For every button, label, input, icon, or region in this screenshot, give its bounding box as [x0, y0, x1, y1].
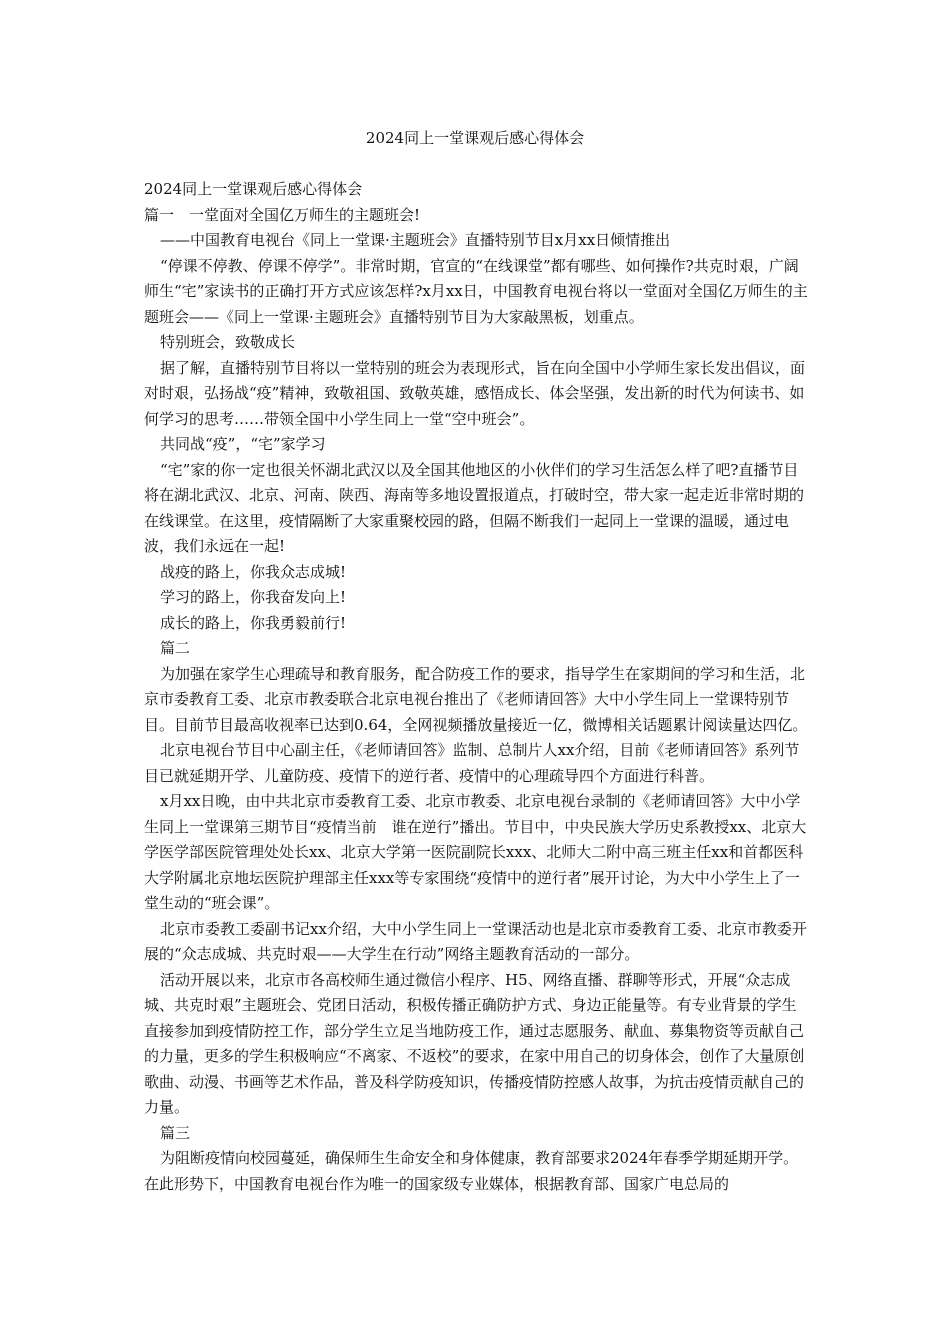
paragraph: x月xx日晚，由中共北京市委教育工委、北京市教委、北京电视台录制的《老师请回答》大中小学生同上一堂课第三期节目“疫情当前 谁在逆行”播出。节目中，中央民族大学历史系教授xx、北京大学医学部医院管理处处长xx、北京大学第一医院副院长xxx、北师大二附中高三班主任xx和首都医科大学附属北京地坛医院护理部主任xxx等专家围绕“疫情中的逆行者”展开讨论，为大中小学生上了一堂生动的“班会课”。: [144, 792, 807, 912]
paragraph: 活动开展以来，北京市各高校师生通过微信小程序、H5、网络直播、群聊等形式，开展“众志成城、共克时艰”主题班会、党团日活动，积极传播正确防护方式、身边正能量等。有专业背景的学生直接参加到疫情防控工作，部分学生立足当地防疫工作，通过志愿服务、献血、募集物资等贡献自己的力量，更多的学生积极响应“不离家、不返校”的要求，在家中用自己的切身体会，创作了大量原创歌曲、动漫、书画等艺术作品，普及科学防疫知识，传播疫情防控感人故事，为抗击疫情贡献自己的力量。: [144, 970, 805, 1116]
paragraph: 2024同上一堂课观后感心得体会: [144, 180, 363, 198]
paragraph: ——中国教育电视台《同上一堂课·主题班会》直播特别节目x月xx日倾情推出: [160, 231, 671, 249]
paragraph: 共同战“疫”，“宅”家学习: [160, 435, 326, 453]
paragraph: 篇三: [160, 1123, 191, 1142]
paragraph: 据了解，直播特别节目将以一堂特别的班会为表现形式，旨在向全国中小学师生家长发出倡议，面对时艰，弘扬战“疫”精神，致敬祖国、致敬英雄，感悟成长、体会坚强，发出新的时代为何读书、如何学习的思考……带领全国中小学生同上一堂“空中班会”。: [144, 358, 806, 428]
paragraph: 为阻断疫情向校园蔓延，确保师生生命安全和身体健康，教育部要求2024年春季学期延期开学。在此形势下，中国教育电视台作为唯一的国家级专业媒体，根据教育部、国家广电总局的: [144, 1149, 799, 1193]
paragraph: 学习的路上，你我奋发向上!: [160, 588, 347, 606]
paragraph: 篇一 一堂面对全国亿万师生的主题班会!: [144, 205, 421, 224]
paragraph: 北京电视台节目中心副主任，《老师请回答》监制、总制片人xx介绍，目前《老师请回答》系列节目已就延期开学、儿童防疫、疫情下的逆行者、疫情中的心理疏导四个方面进行科普。: [144, 741, 800, 785]
paragraph: 篇二: [160, 639, 191, 657]
paragraph: 为加强在家学生心理疏导和教育服务，配合防疫工作的要求，指导学生在家期间的学习和生活，北京市委教育工委、北京市教委联合北京电视台推出了《老师请回答》大中小学生同上一堂课特别节目。目前节目最高收视率已达到0.64，全网视频播放量接近一亿，微博相关话题累计阅读量达四亿。: [144, 664, 808, 734]
paragraph: 成长的路上，你我勇毅前行!: [160, 613, 347, 632]
document-title: 2024同上一堂课观后感心得体会: [365, 129, 585, 147]
paragraph: 战疫的路上，你我众志成城!: [160, 562, 347, 581]
paragraph: “宅”家的你一定也很关怀湖北武汉以及全国其他地区的小伙伴们的学习生活怎么样了吧?直播节目将在湖北武汉、北京、河南、陕西、海南等多地设置报道点，打破时空，带大家一起走近非常时期的在线课堂。在这里，疫情隔断了大家重聚校园的路，但隔不断我们一起同上一堂课的温暖，通过电波，我们永远在一起!: [144, 460, 805, 555]
paragraph: “停课不停教、停课不停学”。非常时期，官宣的“在线课堂”都有哪些、如何操作?共克时艰，广阔师生“宅”家读书的正确打开方式应该怎样?x月xx日，中国教育电视台将以一堂面对全国亿万师生的主题班会——《同上一堂课·主题班会》直播特别节目为大家敲黑板，划重点。: [144, 256, 808, 326]
document-body: [144, 177, 808, 1197]
paragraph: 北京市委教工委副书记xx介绍，大中小学生同上一堂课活动也是北京市委教育工委、北京市教委开展的“众志成城、共克时艰——大学生在行动”网络主题教育活动的一部分。: [144, 919, 807, 963]
paragraph: 特别班会，致敬成长: [160, 333, 296, 351]
